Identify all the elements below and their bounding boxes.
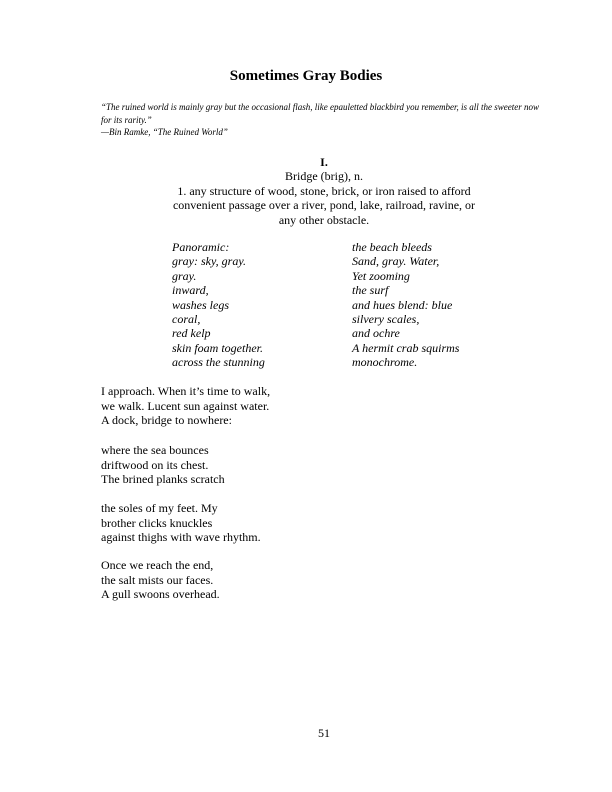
stanza	[101, 384, 270, 428]
section-heading: I.	[320, 155, 328, 169]
verse-line: the soles of my feet. My	[101, 501, 218, 515]
verse-line: A dock, bridge to nowhere:	[101, 413, 232, 427]
verse-line: driftwood on its chest.	[101, 457, 209, 472]
verse-line: Sand, gray. Water,	[352, 254, 440, 269]
left-column-verse	[172, 240, 265, 370]
verse-line: the salt mists our faces.	[101, 572, 214, 587]
verse-line: Yet zooming	[352, 268, 410, 283]
verse-line: and hues blend: blue	[352, 297, 453, 312]
verse-line: washes legs	[172, 297, 229, 312]
stanza	[101, 501, 261, 545]
verse-line: we walk. Lucent sun against water.	[101, 398, 270, 413]
verse-line: Once we reach the end,	[101, 558, 214, 572]
verse-line: brother clicks knuckles	[101, 515, 213, 530]
verse-line: inward,	[172, 283, 209, 298]
verse-line: A gull swoons overhead.	[101, 587, 220, 601]
verse-line: A hermit crab squirms	[352, 340, 460, 355]
definition-headword: Bridge (brig), n.	[285, 169, 363, 183]
verse-line: skin foam together.	[172, 340, 263, 355]
verse-line: against thighs with wave rhythm.	[101, 530, 261, 544]
definition-line: any other obstacle.	[278, 212, 370, 227]
verse-line: Panoramic:	[172, 240, 230, 254]
verse-line: the surf	[352, 283, 389, 298]
right-column-verse	[352, 240, 459, 370]
definition-line: convenient passage over a river, pond, lake, railroad, ravine, or	[172, 198, 476, 212]
poem-title: Sometimes Gray Bodies	[229, 68, 383, 84]
verse-line: monochrome.	[352, 355, 418, 370]
verse-line: where the sea bounces	[101, 443, 209, 457]
verse-line: The brined planks scratch	[101, 472, 225, 486]
verse-line: I approach. When it’s time to walk,	[101, 384, 271, 398]
definition-line: 1. any structure of wood, stone, brick, or iron raised to afford	[177, 183, 471, 198]
dictionary-definition	[150, 169, 498, 227]
verse-line: the beach bleeds	[352, 240, 432, 254]
verse-line: across the stunning	[172, 355, 265, 370]
verse-line: gray.	[172, 268, 197, 283]
epigraph-attribution: —Bin Ramke, “The Ruined World”	[101, 127, 228, 137]
verse-line: coral,	[172, 312, 201, 327]
verse-line: red kelp	[172, 326, 211, 341]
epigraph-quote: “The ruined world is mainly gray but the occasional flash, like epauletted blackbird you remember, is all the sweeter now for its rarity.”	[101, 102, 540, 125]
stanza	[101, 558, 220, 602]
verse-line: silvery scales,	[352, 312, 420, 327]
verse-line: and ochre	[352, 326, 400, 341]
verse-line: gray: sky, gray.	[172, 254, 246, 269]
page-number: 51	[318, 726, 330, 740]
stanza	[101, 443, 225, 487]
